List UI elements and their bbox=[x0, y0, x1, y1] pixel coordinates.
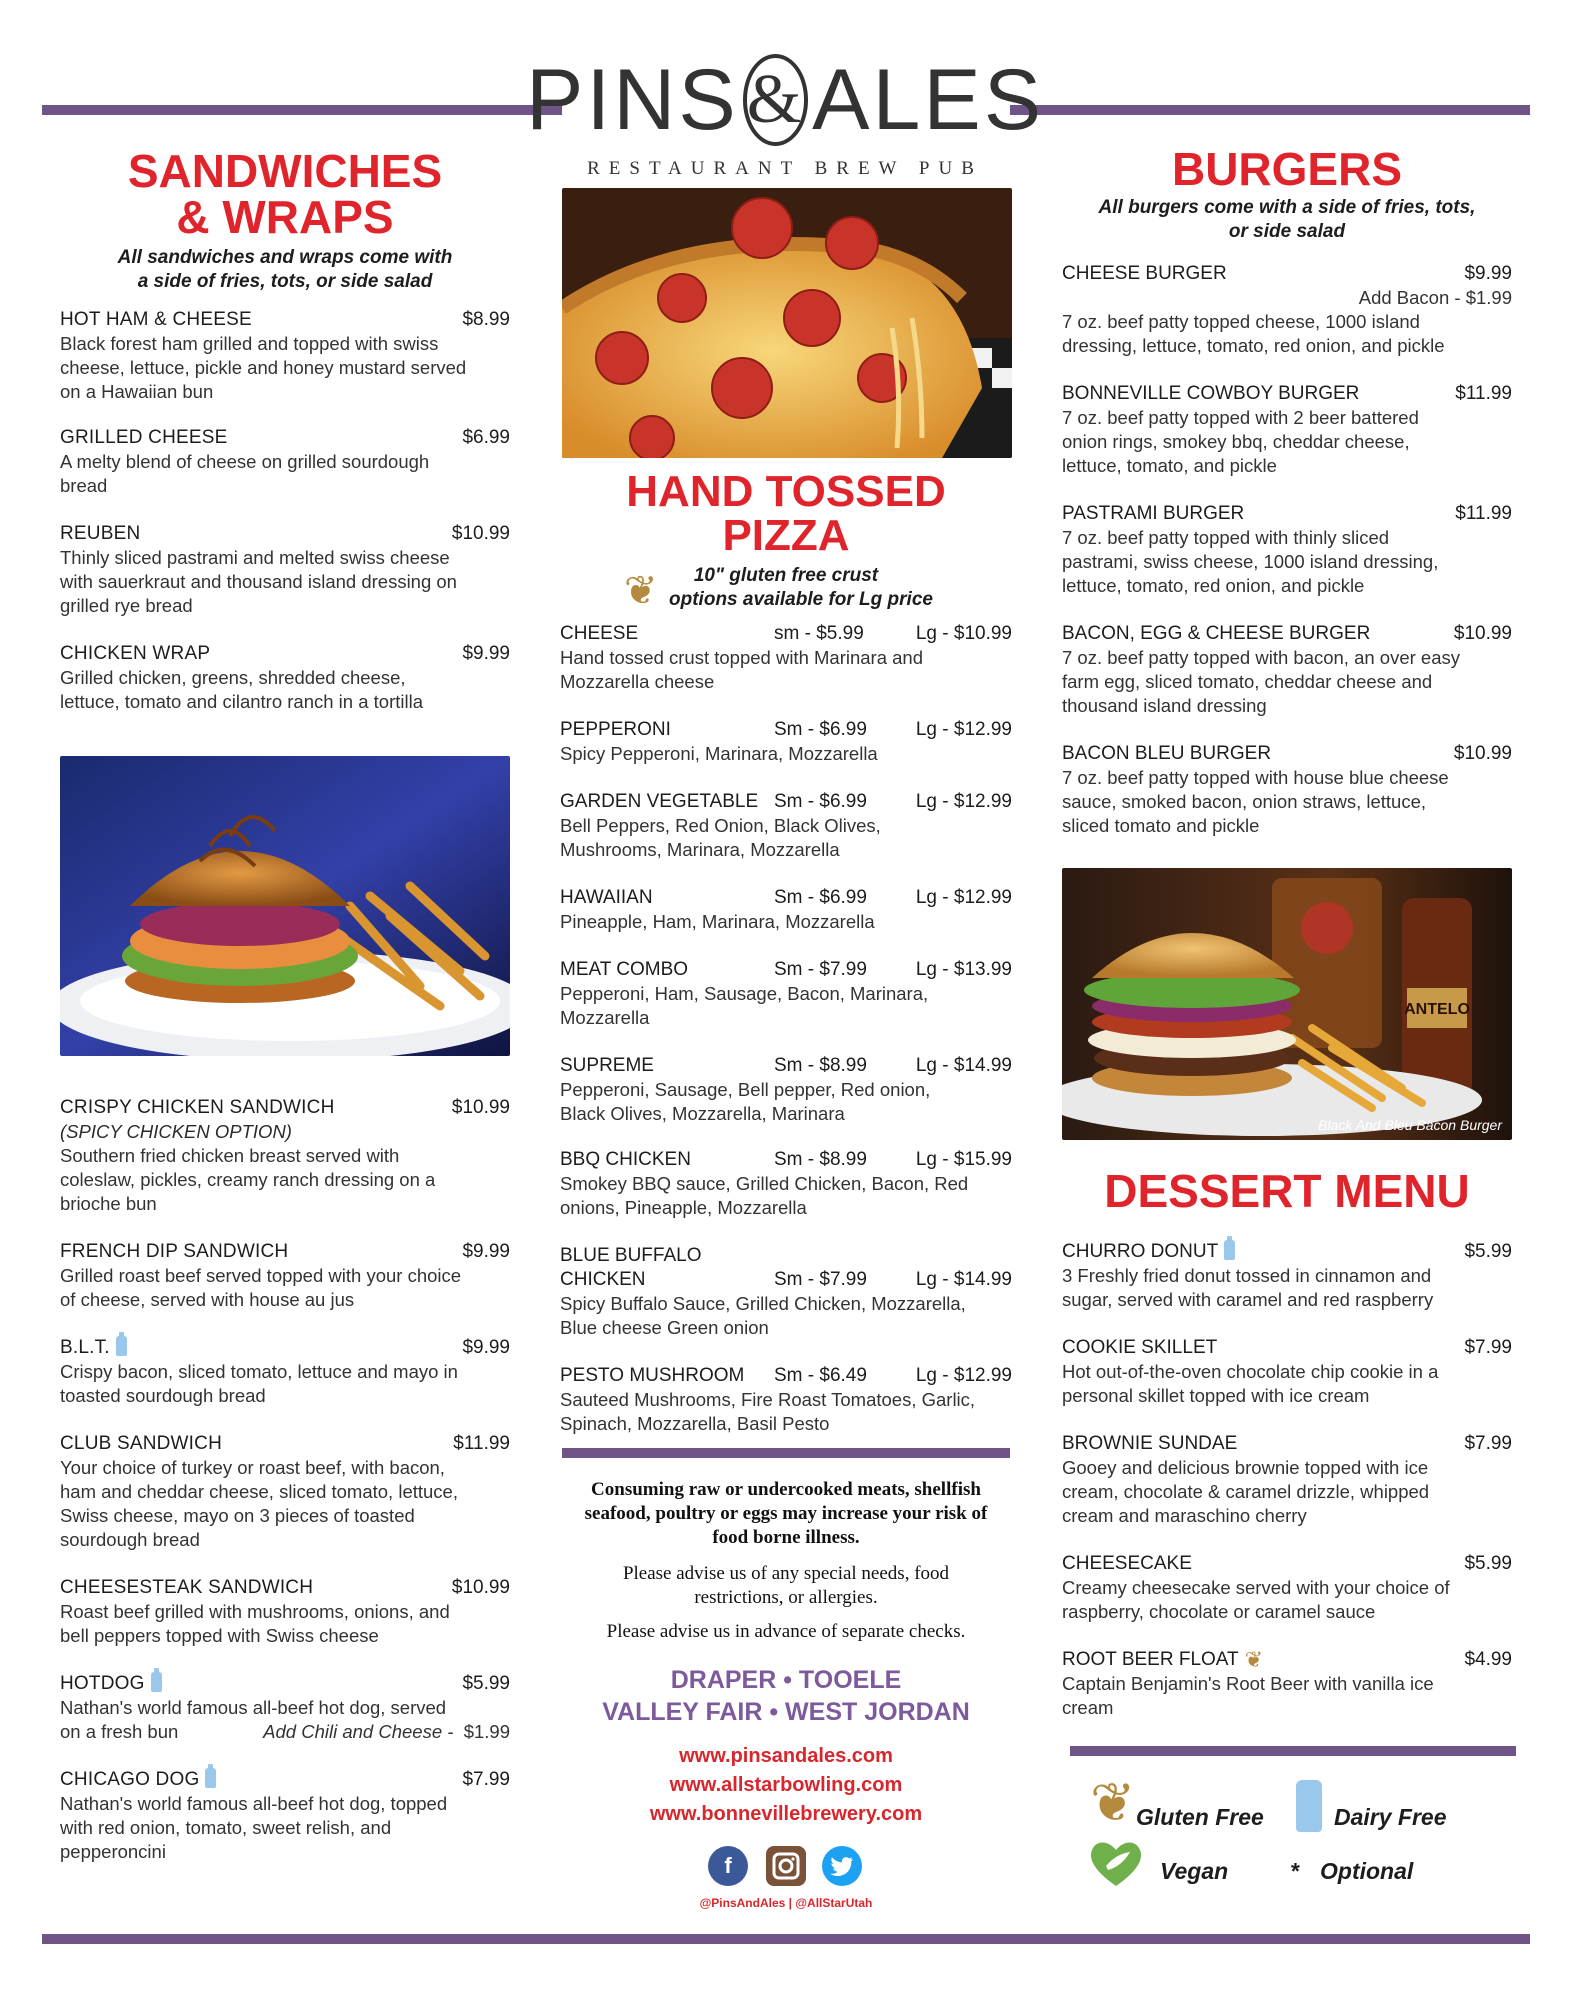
pizza-item-pesto-mushroom bbox=[560, 1364, 1012, 1436]
item-desc: Grilled roast beef served topped with your choice bbox=[60, 1265, 462, 1286]
pizza-item-hawaiian bbox=[560, 886, 1012, 934]
pizza-item-cheese bbox=[560, 622, 1012, 694]
facebook-icon[interactable]: f bbox=[708, 1846, 748, 1886]
item-desc: cheese, lettuce, pickle and honey mustard served bbox=[60, 357, 467, 378]
menu-item-cheesecake bbox=[1062, 1552, 1512, 1624]
item-desc: sugar, served with caramel and red raspberry bbox=[1062, 1289, 1434, 1310]
price-large: Lg - $12.99 bbox=[915, 719, 1012, 740]
sandwiches-note-line2: a side of fries, tots, or side salad bbox=[137, 271, 433, 292]
item-desc: pastrami, swiss cheese, 1000 island dressing, bbox=[1062, 551, 1439, 572]
item-desc: 3 Freshly fried donut tossed in cinnamon and bbox=[1062, 1265, 1432, 1286]
menu-item-blt bbox=[60, 1336, 510, 1408]
item-name: BONNEVILLE COWBOY BURGER bbox=[1062, 383, 1360, 404]
menu-item-bonneville-cowboy-burger bbox=[1062, 382, 1512, 478]
notice-line: Please advise us in advance of separate checks. bbox=[606, 1621, 966, 1642]
locations-line: DRAPER • TOOELE bbox=[670, 1666, 902, 1694]
header-rule-right bbox=[1010, 105, 1530, 115]
menu-item-root-beer-float bbox=[1062, 1648, 1512, 1720]
menu-item-bacon-bleu-burger bbox=[1062, 742, 1512, 838]
item-desc: Your choice of turkey or roast beef, with bacon, bbox=[60, 1457, 445, 1478]
website-links bbox=[560, 1742, 1012, 1829]
link-pinsandales[interactable]: www.pinsandales.com bbox=[679, 1745, 893, 1767]
item-desc: farm egg, sliced tomato, cheddar cheese and bbox=[1062, 671, 1433, 692]
item-name: BBQ CHICKEN bbox=[560, 1149, 691, 1170]
item-name: PESTO MUSHROOM bbox=[560, 1365, 745, 1386]
price-small: Sm - $8.99 bbox=[774, 1149, 867, 1170]
menu-item-reuben bbox=[60, 522, 510, 618]
pizza-title-line2: PIZZA bbox=[722, 511, 850, 560]
price-small: Sm - $6.99 bbox=[774, 791, 867, 812]
link-bonnevillebrewery[interactable]: www.bonnevillebrewery.com bbox=[649, 1803, 923, 1825]
menu-item-churro-donut bbox=[1062, 1240, 1512, 1312]
item-price: $5.99 bbox=[462, 1673, 510, 1694]
notice-line: Please advise us of any special needs, food bbox=[622, 1563, 950, 1584]
price-large: Lg - $12.99 bbox=[915, 791, 1012, 812]
item-desc: Smokey BBQ sauce, Grilled Chicken, Bacon, Red bbox=[560, 1173, 969, 1194]
item-price: $9.99 bbox=[462, 1241, 510, 1262]
item-option: (SPICY CHICKEN OPTION) bbox=[60, 1121, 292, 1142]
item-desc: brioche bun bbox=[60, 1193, 157, 1214]
link-allstarbowling[interactable]: www.allstarbowling.com bbox=[669, 1774, 903, 1796]
item-price: $11.99 bbox=[1455, 383, 1512, 404]
locations-line: VALLEY FAIR • WEST JORDAN bbox=[602, 1698, 970, 1726]
item-name: BLUE BUFFALO bbox=[560, 1245, 702, 1266]
pizza-divider bbox=[562, 1448, 1010, 1458]
pizza-note-line2: options available for Lg price bbox=[669, 589, 933, 610]
warning-line: Consuming raw or undercooked meats, shellfish bbox=[591, 1479, 981, 1500]
item-desc: lettuce, tomato and cilantro ranch in a tortilla bbox=[60, 691, 423, 712]
pizza-header bbox=[560, 467, 1012, 613]
item-name: BROWNIE SUNDAE bbox=[1062, 1433, 1238, 1454]
item-desc: Hand tossed crust topped with Marinara and bbox=[560, 647, 924, 668]
item-desc: Mushrooms, Marinara, Mozzarella bbox=[560, 839, 840, 860]
locations bbox=[560, 1664, 1012, 1728]
item-price: $5.99 bbox=[1464, 1553, 1512, 1574]
item-desc: sliced tomato and pickle bbox=[1062, 815, 1260, 836]
menu-item-hotdog bbox=[60, 1672, 510, 1744]
item-desc: 7 oz. beef patty topped cheese, 1000 island bbox=[1062, 311, 1420, 332]
burgers-note-line1: All burgers come with a side of fries, tots, bbox=[1098, 197, 1476, 218]
item-price: $11.99 bbox=[1455, 503, 1512, 524]
item-name: HOTDOG bbox=[60, 1672, 162, 1696]
item-name: COOKIE SKILLET bbox=[1062, 1337, 1218, 1358]
item-desc: Grilled chicken, greens, shredded cheese, bbox=[60, 667, 406, 688]
logo-word-right: ALES bbox=[812, 52, 1045, 148]
sandwiches-note-line1: All sandwiches and wraps come with bbox=[117, 247, 453, 268]
item-desc: 7 oz. beef patty topped with house blue cheese bbox=[1062, 767, 1449, 788]
item-name: CHICAGO DOG bbox=[60, 1768, 216, 1792]
item-desc: sourdough bread bbox=[60, 1529, 200, 1550]
bottle-label: ANTELO bbox=[1404, 1001, 1470, 1018]
item-desc: Spicy Pepperoni, Marinara, Mozzarella bbox=[560, 743, 878, 764]
item-desc: raspberry, chocolate or caramel sauce bbox=[1062, 1601, 1376, 1622]
menu-item-cookie-skillet bbox=[1062, 1336, 1512, 1408]
item-desc: Pepperoni, Sausage, Bell pepper, Red onion, bbox=[560, 1079, 931, 1100]
item-name: HOT HAM & CHEESE bbox=[60, 309, 252, 330]
item-desc: Creamy cheesecake served with your choice of bbox=[1062, 1577, 1450, 1598]
legend-optional-mark: * bbox=[1290, 1858, 1299, 1884]
price-small: Sm - $6.99 bbox=[774, 719, 867, 740]
item-desc: onions, Pineapple, Mozzarella bbox=[560, 1197, 807, 1218]
menu-item-french-dip bbox=[60, 1240, 510, 1312]
item-price: $4.99 bbox=[1464, 1649, 1512, 1670]
dairy-free-legend-icon bbox=[1296, 1780, 1322, 1832]
item-desc: pepperoncini bbox=[60, 1841, 166, 1862]
allergy-notice bbox=[560, 1562, 1012, 1610]
header-rule-left bbox=[42, 105, 562, 115]
photo-caption: Black And Bleu Bacon Burger bbox=[1318, 1117, 1502, 1133]
item-name: SUPREME bbox=[560, 1055, 654, 1076]
item-desc: personal skillet topped with ice cream bbox=[1062, 1385, 1370, 1406]
pizza-item-meat-combo bbox=[560, 958, 1012, 1030]
pizza-item-supreme bbox=[560, 1054, 1012, 1126]
item-name: CHICKEN WRAP bbox=[60, 643, 211, 664]
sandwiches-header bbox=[60, 145, 510, 294]
menu-item-hot-ham-cheese bbox=[60, 308, 510, 404]
item-addon-price: $1.99 bbox=[463, 1721, 510, 1742]
item-desc: Black Olives, Mozzarella, Marinara bbox=[560, 1103, 845, 1124]
item-desc: Black forest ham grilled and topped with swiss bbox=[60, 333, 439, 354]
item-desc: Pineapple, Ham, Marinara, Mozzarella bbox=[560, 911, 875, 932]
item-desc: with sauerkraut and thousand island dressing on bbox=[60, 571, 457, 592]
item-price: $10.99 bbox=[451, 523, 510, 544]
item-name: CHEESE bbox=[560, 623, 639, 644]
price-small: Sm - $7.99 bbox=[774, 959, 867, 980]
item-addon: Add Bacon - $1.99 bbox=[1358, 287, 1512, 308]
gluten-free-legend-icon: ❦ bbox=[1090, 1773, 1136, 1833]
item-addon: Add Chili and Cheese - bbox=[263, 1721, 454, 1742]
item-desc: sauce, smoked bacon, onion straws, lettuce, bbox=[1062, 791, 1427, 812]
item-price: $9.99 bbox=[462, 643, 510, 664]
item-desc: 7 oz. beef patty topped with thinly sliced bbox=[1062, 527, 1390, 548]
item-name: CHEESE BURGER bbox=[1062, 263, 1227, 284]
item-price: $5.99 bbox=[1464, 1241, 1512, 1262]
legend-dairy-free: Dairy Free bbox=[1334, 1804, 1447, 1830]
item-desc: Pepperoni, Ham, Sausage, Bacon, Marinara, bbox=[560, 983, 929, 1004]
item-name: BACON, EGG & CHEESE BURGER bbox=[1062, 623, 1371, 644]
item-desc: Mozzarella bbox=[560, 1007, 650, 1028]
item-price: $10.99 bbox=[451, 1097, 510, 1118]
item-desc: cream bbox=[1062, 1697, 1114, 1718]
item-desc: Southern fried chicken breast served with bbox=[60, 1145, 400, 1166]
item-desc: dressing, lettuce, tomato, red onion, and pickle bbox=[1062, 335, 1445, 356]
legend-optional: Optional bbox=[1320, 1858, 1414, 1884]
restaurant-logo bbox=[525, 50, 1045, 180]
price-small: sm - $5.99 bbox=[774, 623, 864, 644]
item-name: CHEESECAKE bbox=[1062, 1553, 1192, 1574]
pizza-item-pepperoni bbox=[560, 718, 1012, 766]
item-price: $10.99 bbox=[451, 1577, 510, 1598]
item-desc: Sauteed Mushrooms, Fire Roast Tomatoes, Garlic, bbox=[560, 1389, 976, 1410]
dessert-divider bbox=[1070, 1746, 1516, 1756]
item-name: CRISPY CHICKEN SANDWICH bbox=[60, 1097, 335, 1118]
logo-ampersand: & bbox=[743, 54, 808, 146]
menu-item-crispy-chicken-sandwich bbox=[60, 1096, 510, 1216]
pizza-title-line1: HAND TOSSED bbox=[626, 467, 946, 516]
item-desc: bell peppers topped with Swiss cheese bbox=[60, 1625, 379, 1646]
gluten-free-icon: ❦ bbox=[1244, 1647, 1264, 1672]
item-name: PASTRAMI BURGER bbox=[1062, 503, 1245, 524]
item-desc: Nathan's world famous all-beef hot dog, served bbox=[60, 1697, 447, 1718]
price-small: Sm - $7.99 bbox=[774, 1269, 867, 1290]
item-desc: Roast beef grilled with mushrooms, onions, and bbox=[60, 1601, 450, 1622]
dairy-free-icon bbox=[151, 1672, 162, 1692]
item-name: REUBEN bbox=[60, 523, 141, 544]
sandwiches-title-line1: SANDWICHES bbox=[127, 145, 443, 197]
menu-item-cheesesteak bbox=[60, 1576, 510, 1648]
price-large: Lg - $12.99 bbox=[915, 887, 1012, 908]
item-price: $10.99 bbox=[1453, 743, 1512, 764]
item-desc-addon-row bbox=[60, 1720, 510, 1744]
burgers-header bbox=[1062, 143, 1512, 244]
item-desc: Spinach, Mozzarella, Basil Pesto bbox=[560, 1413, 830, 1434]
pizza-item-blue-buffalo-chicken bbox=[560, 1244, 1012, 1340]
price-large: Lg - $14.99 bbox=[915, 1269, 1012, 1290]
item-price: $6.99 bbox=[462, 427, 510, 448]
pizza-item-bbq-chicken bbox=[560, 1148, 1012, 1220]
item-name: B.L.T. bbox=[60, 1336, 127, 1360]
instagram-icon[interactable] bbox=[766, 1846, 806, 1886]
item-price: $8.99 bbox=[462, 309, 510, 330]
price-small: Sm - $8.99 bbox=[774, 1055, 867, 1076]
item-desc: toasted sourdough bread bbox=[60, 1385, 266, 1406]
item-desc: Hot out-of-the-oven chocolate chip cookie in a bbox=[1062, 1361, 1439, 1382]
item-desc: bread bbox=[60, 475, 108, 496]
item-name: CLUB SANDWICH bbox=[60, 1433, 223, 1454]
item-name: BACON BLEU BURGER bbox=[1062, 743, 1272, 764]
price-large: Lg - $10.99 bbox=[915, 623, 1012, 644]
item-price: $7.99 bbox=[462, 1769, 510, 1790]
price-small: Sm - $6.49 bbox=[774, 1365, 867, 1386]
item-price: $9.99 bbox=[1464, 263, 1512, 284]
item-desc: Crispy bacon, sliced tomato, lettuce and mayo in bbox=[60, 1361, 458, 1382]
price-large: Lg - $13.99 bbox=[915, 959, 1012, 980]
item-name: PEPPERONI bbox=[560, 719, 671, 740]
chicken-sandwich-photo bbox=[60, 756, 510, 1056]
bacon-bleu-burger-photo bbox=[1062, 868, 1512, 1140]
twitter-icon[interactable] bbox=[822, 1846, 862, 1886]
dessert-header bbox=[1062, 1165, 1512, 1217]
item-name: CHEESESTEAK SANDWICH bbox=[60, 1577, 314, 1598]
item-name: GARDEN VEGETABLE bbox=[560, 791, 759, 812]
gluten-free-icon: ❦ bbox=[624, 569, 658, 613]
item-desc: Spicy Buffalo Sauce, Grilled Chicken, Mozzarella, bbox=[560, 1293, 966, 1314]
warning-line: seafood, poultry or eggs may increase your risk of bbox=[584, 1503, 988, 1524]
dessert-title: DESSERT MENU bbox=[1104, 1165, 1470, 1217]
item-desc: ham and cheddar cheese, sliced tomato, lettuce, bbox=[60, 1481, 458, 1502]
item-price: $9.99 bbox=[462, 1337, 510, 1358]
menu-item-club-sandwich bbox=[60, 1432, 510, 1552]
menu-item-pastrami-burger bbox=[1062, 502, 1512, 598]
burgers-note-line2: or side salad bbox=[1228, 221, 1346, 242]
legend-vegan: Vegan bbox=[1160, 1858, 1229, 1884]
item-desc: coleslaw, pickles, creamy ranch dressing on a bbox=[60, 1169, 436, 1190]
pizza-item-garden-vegetable bbox=[560, 790, 1012, 862]
warning-line: food borne illness. bbox=[712, 1527, 860, 1548]
price-large: Lg - $15.99 bbox=[915, 1149, 1012, 1170]
menu-item-grilled-cheese bbox=[60, 426, 510, 498]
item-desc: Gooey and delicious brownie topped with ice bbox=[1062, 1457, 1429, 1478]
sandwiches-title-line2: & WRAPS bbox=[176, 191, 394, 243]
item-price: $11.99 bbox=[453, 1433, 510, 1454]
item-name: HAWAIIAN bbox=[560, 887, 653, 908]
dairy-free-icon bbox=[116, 1336, 127, 1356]
item-desc: Nathan's world famous all-beef hot dog, topped bbox=[60, 1793, 448, 1814]
price-small: Sm - $6.99 bbox=[774, 887, 867, 908]
footer-rule bbox=[42, 1934, 1530, 1944]
notice-line: restrictions, or allergies. bbox=[694, 1587, 878, 1608]
item-name: CHURRO DONUT bbox=[1062, 1240, 1235, 1264]
menu-item-cheese-burger bbox=[1062, 262, 1512, 358]
item-desc: Bell Peppers, Red Onion, Black Olives, bbox=[560, 815, 881, 836]
price-large: Lg - $14.99 bbox=[915, 1055, 1012, 1076]
item-name: FRENCH DIP SANDWICH bbox=[60, 1241, 289, 1262]
item-desc: grilled rye bread bbox=[60, 595, 193, 616]
menu-item-chicken-wrap bbox=[60, 642, 510, 714]
item-desc: Captain Benjamin's Root Beer with vanilla ice bbox=[1062, 1673, 1434, 1694]
menu-item-brownie-sundae bbox=[1062, 1432, 1512, 1528]
item-desc: Thinly sliced pastrami and melted swiss cheese bbox=[60, 547, 450, 568]
item-desc: cream, chocolate & caramel drizzle, whipped bbox=[1062, 1481, 1430, 1502]
item-price: $7.99 bbox=[1464, 1337, 1512, 1358]
pizza-photo bbox=[562, 188, 1012, 458]
legend-gluten-free: Gluten Free bbox=[1136, 1804, 1264, 1830]
logo-tagline: RESTAURANT BREW PUB bbox=[587, 158, 983, 179]
logo-word-left: PINS bbox=[525, 52, 739, 148]
item-desc: of cheese, served with house au jus bbox=[60, 1289, 355, 1310]
social-handles: @PinsAndAles | @AllStarUtah bbox=[699, 1896, 873, 1910]
item-desc: lettuce, tomato, and pickle bbox=[1062, 455, 1277, 476]
item-price: $7.99 bbox=[1464, 1433, 1512, 1454]
item-desc: on a fresh bun bbox=[60, 1721, 179, 1742]
item-desc: onion rings, smokey bbq, cheddar cheese, bbox=[1062, 431, 1410, 452]
item-desc: Blue cheese Green onion bbox=[560, 1317, 769, 1338]
item-desc: 7 oz. beef patty topped with 2 beer battered bbox=[1062, 407, 1419, 428]
burgers-title: BURGERS bbox=[1171, 143, 1403, 195]
item-desc: A melty blend of cheese on grilled sourdough bbox=[60, 451, 430, 472]
vegan-legend-icon bbox=[1086, 1836, 1146, 1890]
pizza-note-line1: 10" gluten free crust bbox=[693, 565, 879, 586]
menu-item-chicago-dog bbox=[60, 1768, 510, 1864]
item-desc: on a Hawaiian bun bbox=[60, 381, 214, 402]
item-desc: cream and maraschino cherry bbox=[1062, 1505, 1307, 1526]
item-name: ROOT BEER FLOAT ❦ bbox=[1062, 1647, 1264, 1672]
item-desc: lettuce, tomato, red onion, and pickle bbox=[1062, 575, 1365, 596]
dairy-free-icon bbox=[1224, 1240, 1235, 1260]
item-desc: 7 oz. beef patty topped with bacon, an over easy bbox=[1062, 647, 1461, 668]
item-price: $10.99 bbox=[1453, 623, 1512, 644]
item-desc: Swiss cheese, mayo on 3 pieces of toasted bbox=[60, 1505, 415, 1526]
food-warning bbox=[560, 1478, 1012, 1550]
item-desc: Mozzarella cheese bbox=[560, 671, 715, 692]
item-name: GRILLED CHEESE bbox=[60, 427, 228, 448]
dairy-free-icon bbox=[205, 1768, 216, 1788]
item-desc: with red onion, tomato, sweet relish, and bbox=[60, 1817, 392, 1838]
item-desc: thousand island dressing bbox=[1062, 695, 1267, 716]
menu-item-bacon-egg-cheese-burger bbox=[1062, 622, 1512, 718]
checks-notice bbox=[560, 1620, 1012, 1644]
item-name-line2: CHICKEN bbox=[560, 1269, 646, 1290]
item-name: MEAT COMBO bbox=[560, 959, 689, 980]
price-large: Lg - $12.99 bbox=[915, 1365, 1012, 1386]
